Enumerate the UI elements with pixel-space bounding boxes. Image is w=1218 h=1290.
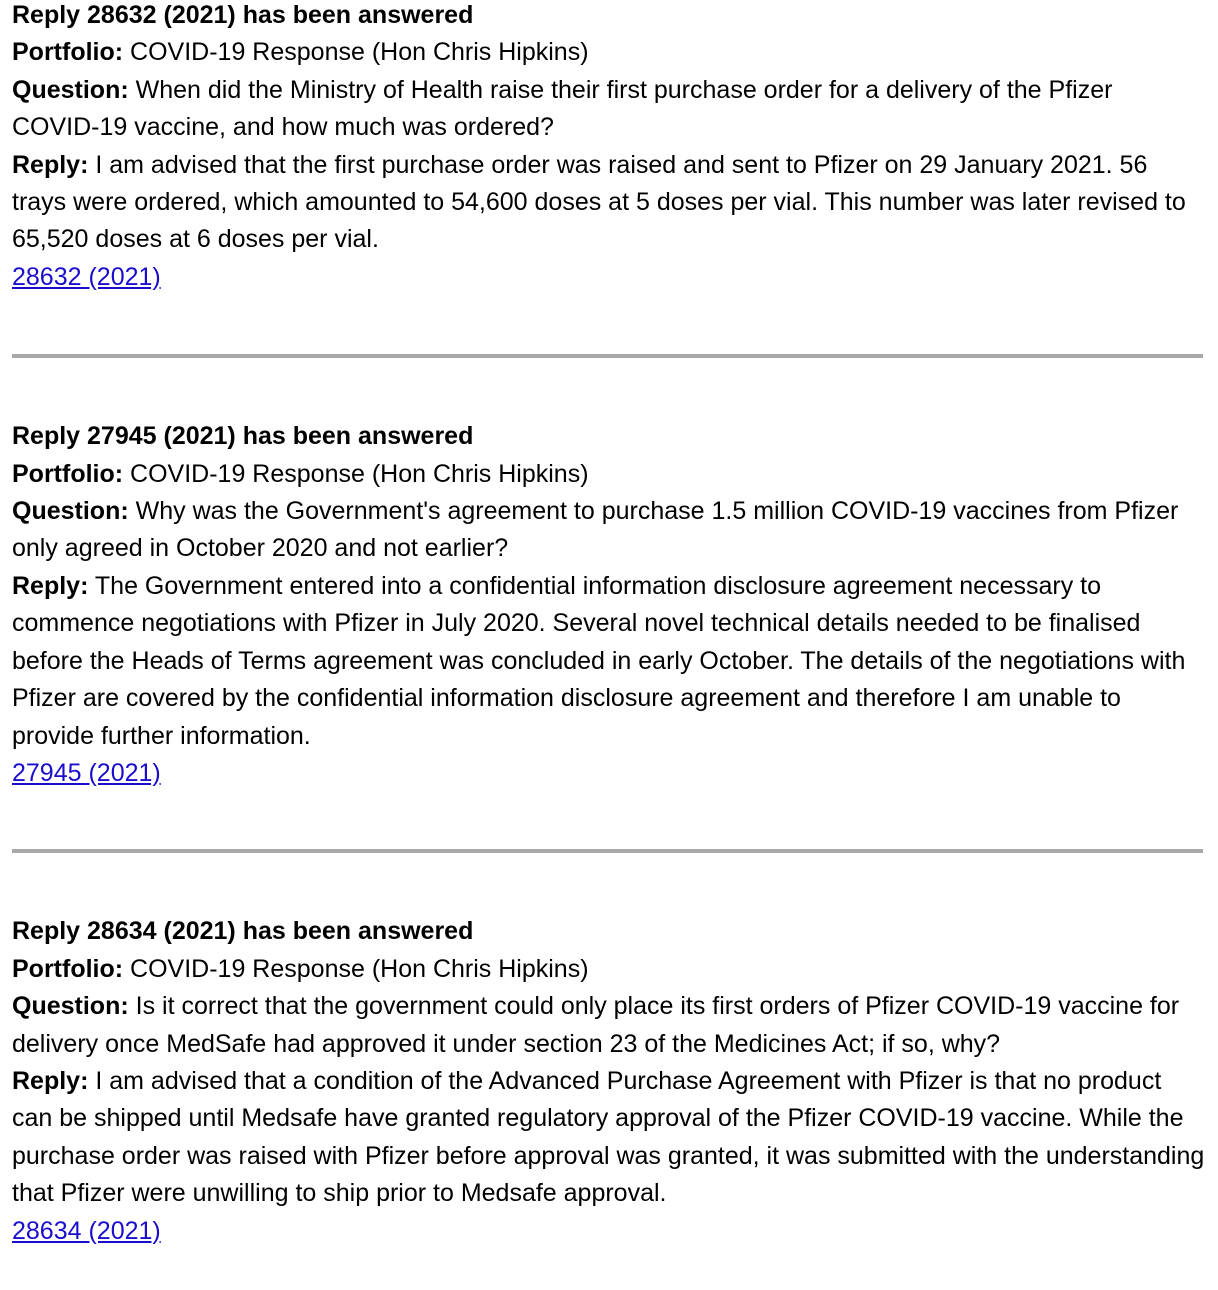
portfolio-label: Portfolio: [12, 38, 124, 67]
portfolio-line [12, 34, 1206, 71]
question-line [12, 988, 1206, 1063]
entry-title: Reply 28632 (2021) has been answered [12, 1, 474, 29]
entry-title: Reply 27945 (2021) has been answered [12, 422, 474, 451]
entry-divider [12, 849, 1203, 853]
question-text: Is it correct that the government could only place its first orders of Pfizer COVID-19 vaccine for delivery once MedSafe had approved it under section 23 of the Medicines Act; if so, why? [12, 992, 1180, 1058]
reply-line [12, 568, 1206, 755]
reply-line [12, 147, 1206, 259]
reply-reference-link[interactable]: 28632 (2021) [12, 262, 161, 291]
question-line [12, 72, 1206, 147]
portfolio-value: COVID-19 Response (Hon Chris Hipkins) [130, 38, 589, 67]
reply-label: Reply: [12, 1066, 89, 1095]
reply-text: The Government entered into a confidential information disclosure agreement necessary to commence negotiations with Pfizer in July 2020. Several novel technical details needed to be finalised before the Heads of Terms agreement was concluded in early October. The details of the negotiations with Pfizer are covered by the confidential information disclosure agreement and therefore I am unable to provide further information. [12, 571, 1186, 750]
reply-entry [12, 913, 1206, 1250]
portfolio-label: Portfolio: [12, 954, 124, 983]
portfolio-line [12, 951, 1206, 988]
reply-entry [12, 418, 1206, 792]
question-label: Question: [12, 992, 129, 1021]
reply-text: I am advised that a condition of the Advanced Purchase Agreement with Pfizer is that no product can be shipped until Medsafe have granted regulatory approval of the Pfizer COVID-19 vaccine. While the purchase order was raised with Pfizer before approval was granted, it was submitted with the understanding that Pfizer were unwilling to ship prior to Medsafe approval. [12, 1066, 1205, 1208]
portfolio-value: COVID-19 Response (Hon Chris Hipkins) [130, 459, 589, 488]
entry-divider [12, 354, 1203, 358]
question-label: Question: [12, 75, 129, 104]
question-label: Question: [12, 497, 129, 526]
question-text: Why was the Government's agreement to purchase 1.5 million COVID-19 vaccines from Pfizer only agreed in October 2020 and not earlier? [12, 497, 1179, 563]
reply-entry [12, 0, 1206, 296]
reply-line [12, 1063, 1206, 1213]
entry-title: Reply 28634 (2021) has been answered [12, 917, 474, 946]
reply-label: Reply: [12, 150, 89, 179]
portfolio-value: COVID-19 Response (Hon Chris Hipkins) [130, 954, 589, 983]
portfolio-line [12, 456, 1206, 493]
portfolio-label: Portfolio: [12, 459, 124, 488]
reply-label: Reply: [12, 571, 89, 600]
question-line [12, 493, 1206, 568]
reply-text: I am advised that the first purchase order was raised and sent to Pfizer on 29 January 2021. 56 trays were ordered, which amounted to 54,600 doses at 5 doses per vial. This number was later revised to 65,520 doses at 6 doses per vial. [12, 150, 1186, 254]
reply-reference-link[interactable]: 27945 (2021) [12, 758, 161, 787]
question-text: When did the Ministry of Health raise their first purchase order for a delivery of the Pfizer COVID-19 vaccine, and how much was ordered? [12, 75, 1113, 142]
reply-reference-link[interactable]: 28634 (2021) [12, 1216, 161, 1245]
